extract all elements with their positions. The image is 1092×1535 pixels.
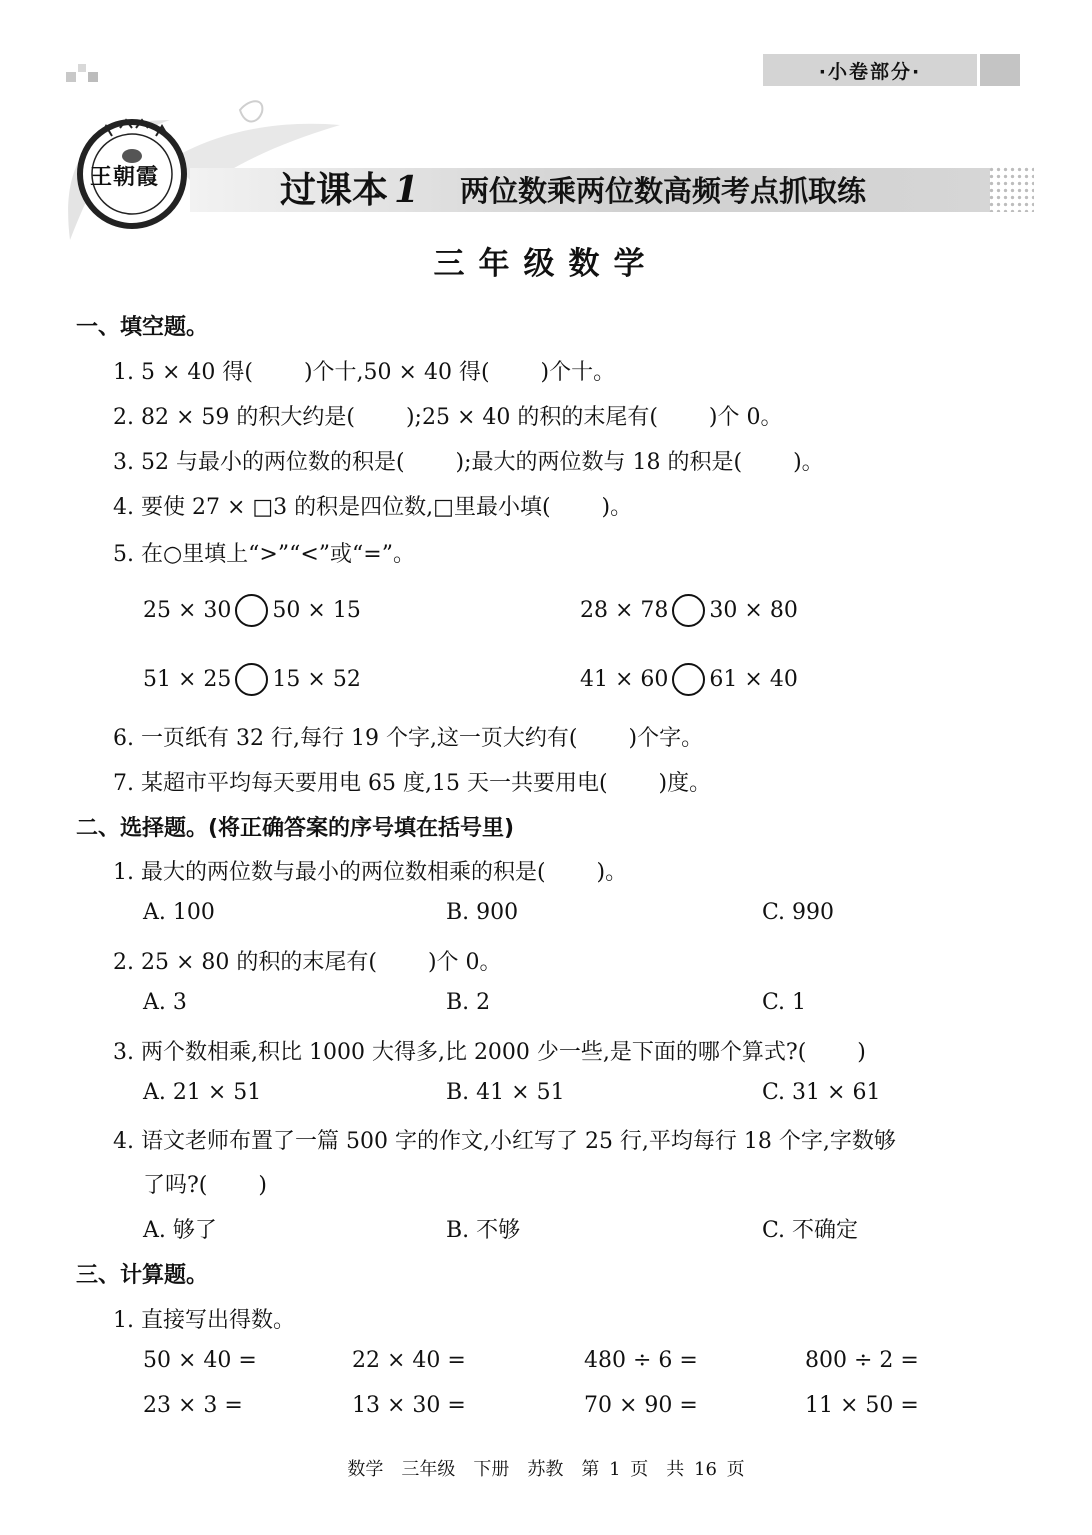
- dot-pattern: [988, 166, 1034, 212]
- s3-question-1: 1. 直接写出得数。: [113, 1308, 295, 1333]
- s1-question-1: 1. 5 × 40 得( )个十,50 × 40 得( )个十。: [113, 360, 616, 385]
- tag-block: [980, 54, 1020, 86]
- section2-heading: 二、选择题。(将正确答案的序号填在括号里): [76, 816, 515, 841]
- section1-heading: 一、填空题。: [76, 315, 209, 340]
- compare-left: 28 × 78: [580, 598, 669, 623]
- s1-question-6: 6. 一页纸有 32 行,每行 19 个字,这一页大约有( )个字。: [113, 726, 704, 751]
- calc-item: 480 ÷ 6 =: [584, 1348, 698, 1373]
- s1-question-7: 7. 某超市平均每天要用电 65 度,15 天一共要用电( )度。: [113, 771, 712, 796]
- compare-right: 15 × 52: [272, 667, 361, 692]
- page-subtitle: 两位数乘两位数高频考点抓取练: [460, 174, 867, 208]
- option-c: C. 31 × 61: [762, 1080, 881, 1105]
- s1-question-4: 4. 要使 27 × □3 的积是四位数,□里最小填( )。: [113, 495, 633, 520]
- compare-circle[interactable]: [235, 594, 268, 627]
- compare-item: [580, 594, 798, 627]
- compare-left: 51 × 25: [143, 667, 232, 692]
- compare-right: 50 × 15: [272, 598, 361, 623]
- s2-question-1: 1. 最大的两位数与最小的两位数相乘的积是( )。: [113, 860, 628, 885]
- title-prefix: 过课本: [280, 169, 389, 211]
- compare-circle[interactable]: [672, 594, 705, 627]
- option-b: B. 2: [446, 990, 491, 1015]
- compare-item: [143, 663, 361, 696]
- s2-question-2: 2. 25 × 80 的积的末尾有( )个 0。: [113, 950, 502, 975]
- option-a: A. 100: [143, 900, 215, 925]
- calc-item: 70 × 90 =: [584, 1393, 698, 1418]
- logo-text: 王朝霞: [90, 164, 160, 190]
- s2-question-3: 3. 两个数相乘,积比 1000 大得多,比 2000 少一些,是下面的哪个算式?( ): [113, 1040, 866, 1065]
- calc-item: 11 × 50 =: [805, 1393, 919, 1418]
- page-footer: 数学 三年级 下册 苏教 第 1 页 共 16 页: [347, 1459, 745, 1480]
- page-title: [280, 166, 419, 214]
- s2-question-4-cont: 了吗?( ): [143, 1173, 267, 1198]
- option-c: C. 不确定: [762, 1218, 859, 1243]
- option-c: C. 990: [762, 900, 835, 925]
- compare-item: [580, 663, 798, 696]
- option-b: B. 900: [446, 900, 519, 925]
- option-a: A. 3: [143, 990, 187, 1015]
- option-c: C. 1: [762, 990, 807, 1015]
- calc-item: 13 × 30 =: [352, 1393, 466, 1418]
- compare-item: [143, 594, 361, 627]
- corner-squares-icon: [66, 64, 106, 84]
- compare-right: 30 × 80: [709, 598, 798, 623]
- s1-question-3: 3. 52 与最小的两位数的积是( );最大的两位数与 18 的积是( )。: [113, 450, 824, 475]
- option-a: A. 21 × 51: [143, 1080, 262, 1105]
- calc-item: 800 ÷ 2 =: [805, 1348, 919, 1373]
- compare-circle[interactable]: [672, 663, 705, 696]
- compare-left: 25 × 30: [143, 598, 232, 623]
- s1-question-2: 2. 82 × 59 的积大约是( );25 × 40 的积的末尾有( )个 0。: [113, 405, 783, 430]
- section3-heading: 三、计算题。: [76, 1263, 209, 1288]
- s2-question-4: 4. 语文老师布置了一篇 500 字的作文,小红写了 25 行,平均每行 18 个字,字数够: [113, 1129, 896, 1154]
- section-tag: ·小卷部分·: [763, 54, 977, 86]
- calc-item: 50 × 40 =: [143, 1348, 257, 1373]
- s1-question-5: 5. 在○里填上“>”“<”或“=”。: [113, 542, 415, 567]
- option-b: B. 41 × 51: [446, 1080, 565, 1105]
- calc-item: 23 × 3 =: [143, 1393, 243, 1418]
- compare-left: 41 × 60: [580, 667, 669, 692]
- title-number: 1: [394, 169, 420, 211]
- option-b: B. 不够: [446, 1218, 521, 1243]
- subject-heading: 三年级数学: [433, 246, 659, 282]
- compare-circle[interactable]: [235, 663, 268, 696]
- option-a: A. 够了: [143, 1218, 217, 1243]
- calc-item: 22 × 40 =: [352, 1348, 466, 1373]
- compare-right: 61 × 40: [709, 667, 798, 692]
